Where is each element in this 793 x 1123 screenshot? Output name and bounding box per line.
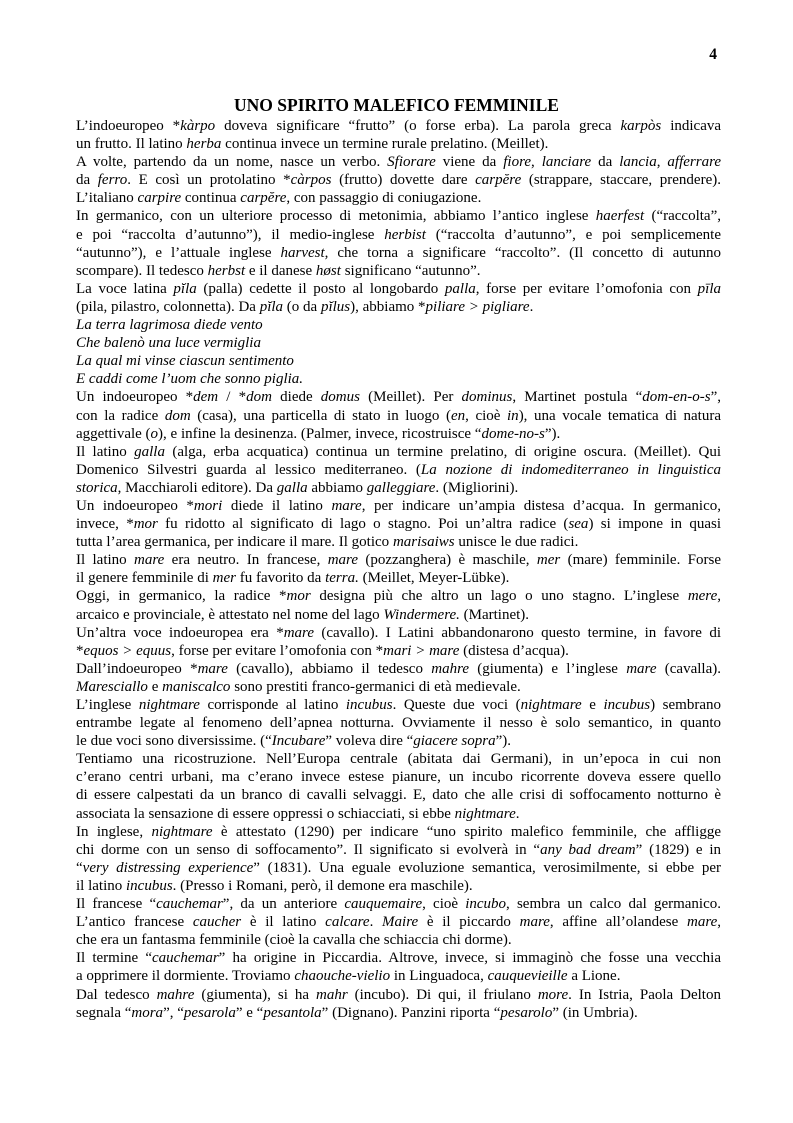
italic-text: afferrare <box>667 154 722 171</box>
paragraph <box>76 153 721 207</box>
paragraph <box>76 280 721 316</box>
text-segment: è attestato (1290) per indicare “uno spirito malefico femminile, che affligge <box>212 823 721 840</box>
text-segment: (alga, erba acquatica) continua un termine prelatino, di origine oscura. (Meillet). Qui <box>164 443 721 460</box>
text-segment: (distesa d’acqua). <box>459 642 569 659</box>
italic-text: kàrpo <box>180 118 216 134</box>
italic-text: nightmare <box>151 823 213 840</box>
italic-text: mora <box>131 1004 164 1021</box>
text-line <box>76 786 721 804</box>
italic-text: piliare > pigliare <box>425 298 530 315</box>
text-segment: (Meillet). Per <box>359 389 462 406</box>
text-line <box>76 823 721 841</box>
paragraph <box>76 986 721 1022</box>
text-line <box>76 642 721 660</box>
text-line <box>76 226 721 244</box>
text-segment: c’erano centri urbani, ma c’erano invece estese pianure, un incubo ricorrente doveva essere quello <box>76 769 721 786</box>
italic-text: dom <box>246 389 272 406</box>
text-segment: ”, “ <box>163 1004 184 1021</box>
text-segment: ” ha origine in Piccardia. Altrove, invece, si immaginò che fosse una vecchia <box>218 950 721 967</box>
text-segment: / * <box>218 389 247 406</box>
page-title: UNO SPIRITO MALEFICO FEMMINILE <box>234 95 559 115</box>
text-segment: ” (in Umbria). <box>552 1004 638 1021</box>
italic-text: o <box>150 425 159 442</box>
text-segment: era neutro. In francese, <box>164 552 328 569</box>
italic-text: more <box>537 986 569 1003</box>
text-line <box>76 805 721 823</box>
text-segment: Il latino <box>76 443 135 460</box>
text-line <box>76 986 721 1004</box>
text-segment: ” (1831). Una eguale evoluzione semantica, verosimilmente, si ebbe per <box>253 859 722 876</box>
text-segment: . <box>515 805 520 822</box>
italic-text: mare <box>134 552 165 569</box>
text-line <box>76 696 721 714</box>
text-segment: (Meillet, Meyer-Lübke). <box>358 570 510 587</box>
text-segment: (“raccolta”, <box>644 208 721 225</box>
paragraph <box>76 207 721 279</box>
text-segment: (“raccolta d’autunno”, e poi semplicemente <box>425 226 721 243</box>
italic-text: storica <box>76 479 118 496</box>
text-line <box>76 678 721 696</box>
text-segment: In germanico, con un ulteriore processo di metonimia, abbiamo l’antico inglese <box>76 208 596 225</box>
italic-text: equos > equus <box>83 642 172 659</box>
text-segment: unisce le due radici. <box>454 534 579 551</box>
text-segment: (strappare, staccare, prendere). <box>521 172 721 189</box>
text-segment: Tentiamo una ricostruzione. Nell’Europa centrale (abitata dai Germani), in un’epoca in cui non <box>76 751 721 768</box>
italic-text: herba <box>186 136 222 153</box>
text-line <box>76 877 721 895</box>
text-segment: , con passaggio di coniugazione. <box>286 190 482 207</box>
text-line <box>76 262 721 280</box>
italic-text: Sfiorare <box>387 154 436 171</box>
text-line <box>76 244 721 262</box>
text-line <box>76 895 721 913</box>
text-segment: corrisponde al latino <box>199 697 346 713</box>
italic-text: dominus <box>461 389 513 406</box>
italic-text: E caddi come l’uom che sonno piglia. <box>76 371 304 388</box>
italic-text: in <box>507 407 519 424</box>
italic-text: pĭla <box>259 298 284 315</box>
text-segment: e <box>581 697 604 713</box>
italic-text: mari > mare <box>383 642 460 659</box>
text-segment: Un’altra voce indoeuropea era * <box>76 624 284 641</box>
text-segment: , sembra un calco dal germanico. <box>506 896 722 913</box>
italic-text: mare <box>331 497 362 514</box>
italic-text: mahr <box>316 986 348 1003</box>
italic-text: incubus <box>345 697 393 713</box>
italic-text: dem <box>193 389 219 406</box>
italic-text: galleggiare <box>366 479 436 496</box>
text-segment: Dall’indoeuropeo * <box>76 660 198 677</box>
text-segment: L’indoeuropeo * <box>76 118 181 134</box>
text-segment: . <box>529 298 534 315</box>
text-segment: aggettivale ( <box>76 425 151 442</box>
text-line <box>76 316 721 334</box>
text-segment: A volte, partendo da un nome, nasce un verbo. <box>76 154 388 171</box>
text-segment: Un indoeuropeo * <box>76 497 194 514</box>
italic-text: dome-no-s <box>481 425 545 442</box>
italic-text: mer <box>536 552 561 569</box>
text-segment: (giumenta) e l’inglese <box>469 660 627 677</box>
italic-text: pĭlus <box>320 298 351 315</box>
italic-text: herbist <box>384 226 426 243</box>
text-line <box>76 750 721 768</box>
text-segment: tutta l’area germanica, per indicare il mare. Il gotico <box>76 534 393 551</box>
italic-text: en <box>450 407 466 424</box>
text-line <box>76 497 721 515</box>
italic-text: harvest, <box>280 244 329 261</box>
text-line <box>76 153 721 171</box>
text-segment: il latino <box>76 877 126 894</box>
text-line <box>76 931 721 949</box>
italic-text: Incubare <box>271 733 326 750</box>
text-line <box>76 461 721 479</box>
page-number: 4 <box>709 46 717 63</box>
text-segment: * <box>76 642 84 659</box>
italic-text: palla <box>444 280 476 297</box>
text-segment: con la radice <box>76 407 165 424</box>
text-line <box>76 425 721 443</box>
text-line <box>76 587 721 605</box>
paragraph <box>76 551 721 587</box>
text-segment: Il latino <box>76 552 135 569</box>
italic-text: pesantola <box>263 1004 322 1021</box>
italic-text: galla <box>134 443 165 460</box>
text-line <box>76 171 721 189</box>
text-line <box>76 913 721 931</box>
text-line <box>76 949 721 967</box>
text-line <box>76 479 721 497</box>
italic-text: Che balenò una luce vermiglia <box>76 335 261 352</box>
italic-text: any bad dream <box>540 841 636 858</box>
text-segment: (cavallo). I Latini abbandonarono questo termine, in favore di <box>313 624 721 641</box>
paragraph <box>76 443 721 497</box>
text-segment: Dal tedesco <box>76 986 157 1003</box>
text-segment: , Macchiaroli editore). Da <box>117 479 277 496</box>
italic-text: incubus <box>126 877 173 894</box>
text-segment: segnala “ <box>76 1004 132 1021</box>
italic-text: mahre <box>156 986 195 1003</box>
text-segment: a opprimere il dormiente. Troviamo <box>76 968 295 985</box>
italic-text: Maire <box>382 914 419 931</box>
text-line <box>76 407 721 425</box>
text-segment: , per indicare un’ampia distesa d’acqua. In germanico, <box>361 497 721 514</box>
text-segment: (casa), una particella di stato in luogo ( <box>190 407 451 424</box>
text-segment: . In Istria, Paola Delton <box>568 986 721 1003</box>
paragraph <box>76 497 721 551</box>
italic-text: giacere sopra <box>413 733 496 750</box>
italic-text: mor <box>133 516 158 533</box>
text-segment: che era un fantasma femminile (cioè la cavalla che schiaccia chi dorme). <box>76 932 512 949</box>
italic-text: mer <box>212 570 236 587</box>
text-segment: Il francese “ <box>76 896 157 913</box>
text-line <box>76 515 721 533</box>
text-segment: e il danese <box>245 262 316 279</box>
text-line <box>76 624 721 642</box>
text-segment: (mare) femminile. Forse <box>560 552 722 569</box>
text-segment: ” e “ <box>235 1004 264 1021</box>
paragraph <box>76 696 721 750</box>
text-segment: (o da <box>283 298 321 315</box>
text-segment: scompare). Il tedesco <box>76 262 208 279</box>
italic-text: La qual mi vinse ciascun sentimento <box>76 353 294 370</box>
text-segment: , <box>656 154 668 171</box>
italic-text: La terra lagrimosa diede vento <box>76 317 263 334</box>
text-segment: (incubo). Di qui, il friulano <box>347 986 538 1003</box>
italic-text: terra. <box>325 570 359 587</box>
italic-text: cauquemaire <box>344 896 423 913</box>
text-line <box>76 135 721 153</box>
text-segment: un frutto. Il latino <box>76 136 187 153</box>
text-segment: . <box>369 914 383 931</box>
italic-text: incubo <box>465 896 507 913</box>
text-segment: ” (Dignano). Panzini riporta “ <box>321 1004 501 1021</box>
italic-text: carpire <box>137 190 182 207</box>
text-segment: (giumenta), si ha <box>194 986 316 1003</box>
text-segment: a Lione. <box>567 968 621 985</box>
text-segment: , <box>717 588 721 605</box>
text-segment: da <box>76 172 98 189</box>
text-segment: che torna a significare “raccolto”. (Il concetto di autunno <box>328 244 721 261</box>
text-line <box>76 443 721 461</box>
text-segment: ), e infine la desinenza. (Palmer, invece, ricostruisce “ <box>158 425 482 442</box>
text-segment: entrambe legate al fenomeno dell’apnea notturna. Ovviamente il nesso è solo semantico, in quanto <box>76 715 721 732</box>
text-segment: , forse per evitare l’omofonia con <box>475 280 698 297</box>
italic-text: dom <box>164 407 191 424</box>
text-segment: diede il latino <box>222 497 332 514</box>
text-segment: L’inglese <box>76 697 139 713</box>
text-segment: , Martinet postula “ <box>512 389 643 406</box>
italic-text: very distressing experience <box>82 859 254 876</box>
text-segment: (cavalla). <box>656 660 721 677</box>
paragraph <box>76 895 721 949</box>
text-line <box>76 569 721 587</box>
text-segment: . (Presso i Romani, però, il demone era maschile). <box>172 877 473 894</box>
italic-text: pĭla <box>173 280 197 297</box>
text-segment: continua <box>181 190 241 207</box>
italic-text: chaouche-vielio <box>294 968 391 985</box>
italic-text: haerfest <box>595 208 645 225</box>
text-line <box>76 732 721 750</box>
text-segment: ) sembrano <box>650 697 721 713</box>
text-segment: chi dorme con un senso di soffocamento”. Il significato si evolverà in “ <box>76 841 541 858</box>
italic-text: fiore <box>503 154 532 171</box>
text-line <box>76 352 721 370</box>
italic-text: nightmare <box>454 805 516 822</box>
text-line <box>76 533 721 551</box>
text-segment: in Linguadoca, <box>390 968 488 985</box>
text-segment: invece, * <box>76 516 134 533</box>
text-segment: designa più che altro un lago o uno stagno. L’inglese <box>310 588 688 605</box>
text-line <box>76 189 721 207</box>
text-line <box>76 370 721 388</box>
text-segment: L’italiano <box>76 190 138 207</box>
text-line <box>76 280 721 298</box>
text-segment: abbiamo <box>307 479 367 496</box>
text-segment: è il latino <box>241 914 326 931</box>
text-segment: , forse per evitare l’omofonia con * <box>171 642 384 659</box>
italic-text: cauchemar <box>156 896 223 913</box>
text-segment: , cioè <box>422 896 466 913</box>
text-line <box>76 841 721 859</box>
text-segment: . (Migliorini). <box>435 479 519 496</box>
italic-text: calcare <box>325 914 370 931</box>
text-segment: e <box>147 678 163 695</box>
italic-text: mor <box>286 588 311 605</box>
text-line <box>76 117 721 135</box>
italic-text: dom-en-o-s <box>642 389 711 406</box>
text-segment: (palla) cedette il posto al longobardo <box>196 280 445 297</box>
italic-text: lancia <box>619 154 657 171</box>
text-segment: . Queste due voci ( <box>392 697 521 713</box>
text-segment: ”). <box>544 425 561 442</box>
text-segment: ) si impone in quasi <box>588 516 722 533</box>
text-line <box>76 768 721 786</box>
text-segment: Domenico Silvestri guarda al lessico mediterraneo. ( <box>76 461 421 478</box>
text-segment: il genere femminile di <box>76 570 213 587</box>
italic-text: pīla <box>697 280 721 297</box>
paragraph <box>76 316 721 388</box>
italic-text: marisaiws <box>392 534 455 551</box>
text-segment: le due voci sono diversissime. (“ <box>76 733 272 750</box>
text-line <box>76 967 721 985</box>
text-segment: “ <box>76 859 83 876</box>
text-segment: (pila, pilastro, colonnetta). Da <box>76 298 260 315</box>
italic-text: maniscalco <box>162 678 231 695</box>
paragraph <box>76 587 721 623</box>
text-segment: In inglese, <box>76 823 152 840</box>
italic-text: pesarola <box>183 1004 236 1021</box>
italic-text: mare <box>686 914 718 931</box>
text-segment: continua invece un termine rurale prelatino. (Meillet). <box>221 136 549 153</box>
text-segment: da <box>591 154 620 171</box>
text-line <box>76 1004 721 1022</box>
text-line <box>76 606 721 624</box>
italic-text: mare <box>197 660 228 677</box>
paragraph <box>76 823 721 895</box>
text-segment: fu favorito da <box>235 570 326 587</box>
text-segment: arcaico e provinciale, è attestato nel nome del lago <box>76 606 384 623</box>
italic-text: nightmare <box>520 697 582 713</box>
text-line <box>76 551 721 569</box>
text-segment: fu ridotto al significato di lago o stagno. Poi un’altra radice ( <box>157 516 569 533</box>
text-segment: è il piccardo <box>418 914 520 931</box>
text-line <box>76 859 721 877</box>
italic-text: karpòs <box>620 118 662 134</box>
italic-text: mare <box>327 552 358 569</box>
text-segment: (pozzanghera) è maschile, <box>357 552 537 569</box>
document-body <box>76 117 721 1022</box>
italic-text: caucher <box>192 914 242 931</box>
text-segment: significano “autunno”. <box>340 262 481 279</box>
italic-text: pesarolo <box>500 1004 553 1021</box>
text-segment: ), abbiamo * <box>350 298 426 315</box>
italic-text: cauchemar <box>152 950 219 967</box>
italic-text: mori <box>193 497 223 514</box>
italic-text: lanciare <box>541 154 592 171</box>
italic-text: herbst <box>207 262 246 279</box>
text-line <box>76 714 721 732</box>
text-segment: ” voleva dire “ <box>325 733 414 750</box>
text-segment: ”, da un anteriore <box>222 896 345 913</box>
italic-text: mare <box>519 914 550 931</box>
text-line <box>76 298 721 316</box>
text-segment: Un indoeuropeo * <box>76 389 194 406</box>
italic-text: høst <box>315 262 341 279</box>
italic-text: ferro <box>97 172 128 189</box>
text-segment: sono prestiti franco-germanici di età medievale. <box>230 678 521 695</box>
text-segment: Il termine “ <box>76 950 153 967</box>
italic-text: domus <box>320 389 360 406</box>
text-segment: , <box>717 914 722 931</box>
paragraph <box>76 660 721 696</box>
text-segment: indicava <box>661 118 722 134</box>
italic-text: Maresciallo <box>76 678 148 695</box>
text-segment: , cioè <box>465 407 508 424</box>
paragraph <box>76 117 721 153</box>
text-segment: (Martinet). <box>459 606 530 623</box>
text-segment: , <box>531 154 542 171</box>
text-line <box>76 660 721 678</box>
italic-text: carpĕre <box>475 172 522 189</box>
italic-text: cauquevieille <box>487 968 568 985</box>
italic-text: galla <box>276 479 308 496</box>
text-segment: Oggi, in germanico, la radice * <box>76 588 287 605</box>
text-segment: La voce latina <box>76 280 174 297</box>
text-segment: ), una vocale tematica di natura <box>518 407 721 424</box>
text-segment: associata la sensazione di essere oppressi o schiacciati, si ebbe <box>76 805 455 822</box>
text-segment: doveva significare “frutto” (o forse erba). La parola greca <box>215 118 621 134</box>
italic-text: carpĕre <box>240 190 287 207</box>
text-segment: . E così un protolatino * <box>127 172 291 189</box>
paragraph <box>76 624 721 660</box>
text-line <box>76 334 721 352</box>
italic-text: sea <box>568 516 589 533</box>
text-segment: e poi “raccolta d’autunno”), il medio-inglese <box>76 226 385 243</box>
text-segment: “autunno”), e l’attuale inglese <box>76 244 281 261</box>
text-line <box>76 388 721 406</box>
italic-text: mare <box>283 624 314 641</box>
text-segment: (cavallo), abbiamo il tedesco <box>227 660 432 677</box>
italic-text: nightmare <box>138 697 200 713</box>
italic-text: Windermere. <box>383 606 460 623</box>
text-line <box>76 207 721 225</box>
paragraph <box>76 949 721 985</box>
italic-text: mere <box>687 588 718 605</box>
text-segment: viene da <box>435 154 504 171</box>
text-segment: diede <box>271 389 321 406</box>
text-segment: L’antico francese <box>76 914 193 931</box>
text-segment: ” (1829) e in <box>635 841 721 858</box>
italic-text: càrpos <box>290 172 332 189</box>
text-segment: ”). <box>495 733 512 750</box>
text-segment: (frutto) dovette dare <box>331 172 476 189</box>
italic-text: incubus <box>603 697 651 713</box>
paragraph <box>76 750 721 822</box>
text-segment: di essere calpestati da un branco di cavalli selvaggi. E, dato che alle crisi di soffocamento notturno è <box>76 787 721 804</box>
text-segment: ”, <box>710 389 722 406</box>
italic-text: mahre <box>431 660 470 677</box>
text-segment: , affine all’olandese <box>549 914 687 931</box>
italic-text: mare <box>626 660 657 677</box>
italic-text: La nozione di indomediterraneo in linguistica <box>420 461 721 478</box>
paragraph <box>76 388 721 442</box>
